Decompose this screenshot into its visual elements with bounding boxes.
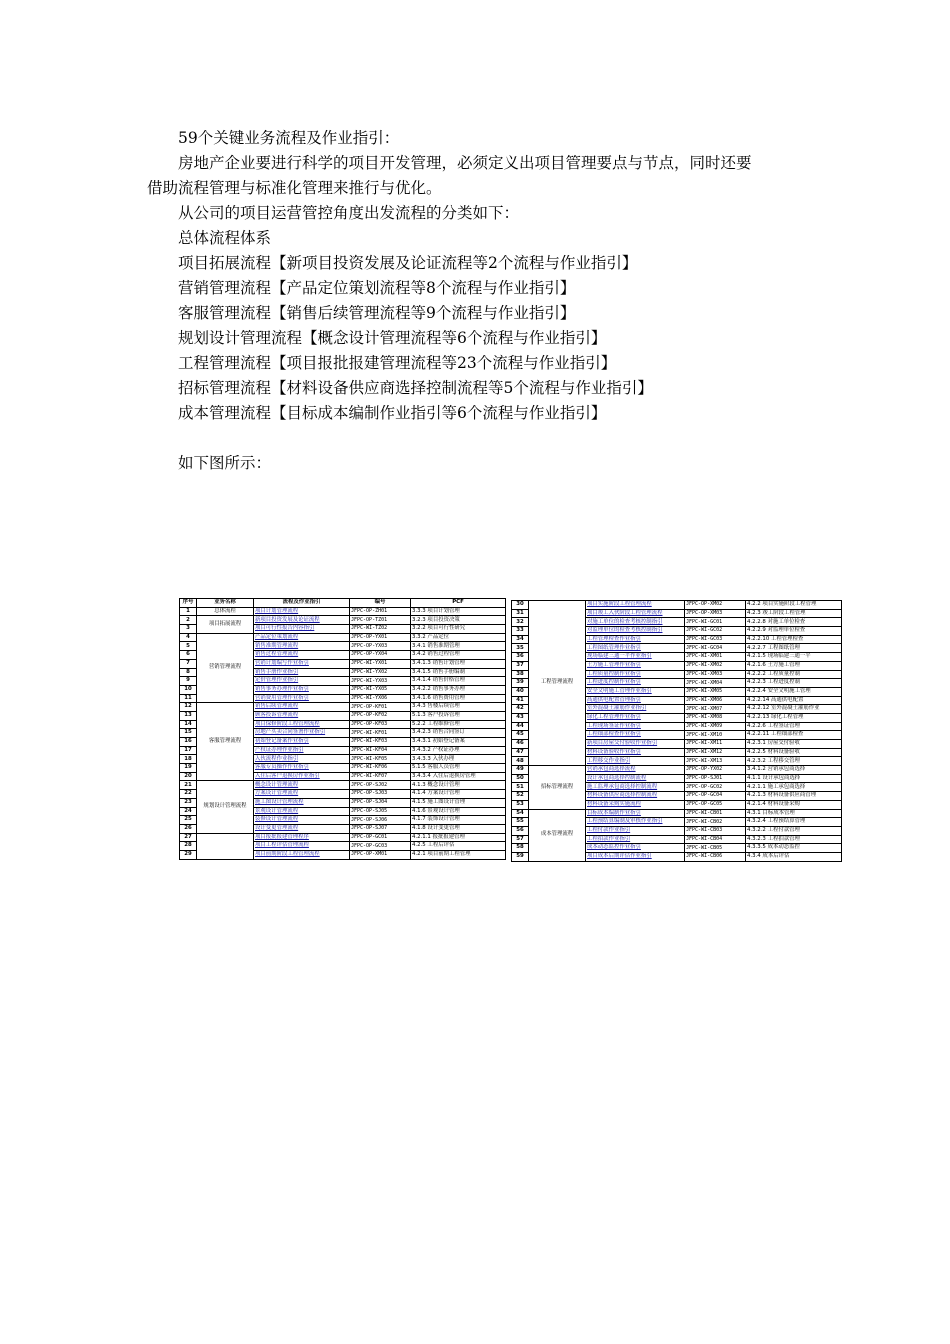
row-index: 9 (180, 677, 197, 686)
pcf-reference: 4.2.3.1 房屋交付验收 (746, 740, 842, 749)
process-code: JFPC-WI-YX03 (350, 677, 411, 686)
row-index: 29 (180, 850, 197, 859)
process-link[interactable]: 目标成本编制作业指引 (586, 809, 685, 818)
process-code: JFPC-WI-XM08 (685, 713, 746, 722)
process-code: JFPC-WI-CB01 (685, 809, 746, 818)
paragraph-intro: 房地产企业要进行科学的项目开发管理，必须定义出项目管理要点与节点，同时还要 (178, 154, 752, 172)
row-index: 25 (180, 816, 197, 825)
pcf-reference: 5.1.5 客服人员管理 (411, 764, 506, 773)
row-index: 33 (512, 627, 529, 636)
process-code: JFPC-OP-SJ05 (350, 807, 411, 816)
row-index: 55 (512, 818, 529, 827)
process-link[interactable]: 项目竣工入伙阶段工程管理流程 (586, 609, 685, 618)
pcf-reference: 4.3.2.2 工程付款管理 (746, 826, 842, 835)
process-code: JFPC-OP-KF02 (350, 711, 411, 720)
process-code: JFPC-WI-KF07 (350, 772, 411, 781)
process-link[interactable]: 对监理单位的检查考核控制指引 (586, 627, 685, 636)
process-link[interactable]: 客服专员操作作业指引 (254, 764, 350, 773)
process-link[interactable]: 产权证办理作业指引 (254, 746, 350, 755)
paragraph-tender: 招标管理流程【材料设备供应商选择控制流程等5个流程与作业指引】 (178, 379, 653, 397)
process-link[interactable]: 室外混凝土灌筋作业指引 (586, 705, 685, 714)
process-link[interactable]: 新项目投资发展及论证流程 (254, 616, 350, 625)
process-code: JFPC-WI-XM10 (685, 731, 746, 740)
row-index: 51 (512, 783, 529, 792)
process-link[interactable]: 销售手册作业指引 (254, 668, 350, 677)
process-code: JFPC-WI-KF04 (350, 746, 411, 755)
row-index: 5 (180, 642, 197, 651)
process-code: JFPC-WI-YX02 (350, 668, 411, 677)
process-link[interactable]: 入住后客户退换房作业指引 (254, 772, 350, 781)
process-code: JFPC-OP-YX02 (685, 766, 746, 775)
process-link[interactable]: 景观设计管理流程 (254, 807, 350, 816)
process-link[interactable]: 工程质量控制作业指引 (586, 670, 685, 679)
process-code: JFPC-WI-XM12 (685, 748, 746, 757)
header-index: 序号 (180, 599, 197, 608)
process-link[interactable]: 装修设计管理流程 (254, 816, 350, 825)
row-index: 43 (512, 713, 529, 722)
row-index: 39 (512, 679, 529, 688)
pcf-reference: 5.1.3 客户投诉管理 (411, 711, 506, 720)
pcf-reference: 4.2.2.7 工程图纸管理 (746, 644, 842, 653)
row-index: 47 (512, 748, 529, 757)
paragraph-service: 客服管理流程【销售后续管理流程等9个流程与作业指引】 (178, 304, 576, 322)
process-code: JFPC-OP-GC05 (685, 800, 746, 809)
process-code: JFPC-OP-GC04 (685, 792, 746, 801)
row-index: 21 (180, 781, 197, 790)
process-code: JFPC-WI-XM05 (685, 687, 746, 696)
process-link[interactable]: 工程付款作业指引 (586, 826, 685, 835)
process-link[interactable]: 定价管理作业指引 (254, 677, 350, 686)
row-index: 45 (512, 731, 529, 740)
process-code: JFPC-OP-KF03 (350, 720, 411, 729)
paragraph-engineering: 工程管理流程【项目报批报建管理流程等23个流程与作业指引】 (178, 354, 617, 372)
process-link[interactable]: 工程管理检查作业指引 (586, 635, 685, 644)
process-link[interactable]: 设计承包商选择控制流程 (586, 774, 685, 783)
process-code: JFPC-WI-TZ02 (350, 625, 411, 634)
process-code: JFPC-WI-GC02 (685, 627, 746, 636)
row-index: 44 (512, 722, 529, 731)
table-row (180, 607, 506, 616)
pcf-reference: 4.2.2.4 安全文明施工管理 (746, 687, 842, 696)
row-index: 59 (512, 852, 529, 861)
process-code: JFPC-WI-XM11 (685, 740, 746, 749)
header-process: 流程及作业指引 (254, 599, 350, 608)
pcf-reference: 4.2.1.6 土方施工管理 (746, 661, 842, 670)
pcf-reference: 4.2.2.11 工程细部检查 (746, 731, 842, 740)
row-index: 30 (512, 601, 529, 610)
pcf-reference: 3.4.1.3 销售计划管理 (411, 659, 506, 668)
row-index: 24 (180, 807, 197, 816)
row-index: 52 (512, 792, 529, 801)
row-index: 10 (180, 685, 197, 694)
process-link[interactable]: 安全文明施工管理作业指引 (586, 687, 685, 696)
pcf-reference: 3.4.3 售楼后续管理 (411, 703, 506, 712)
process-link[interactable]: 施工图设计管理流程 (254, 798, 350, 807)
process-link[interactable]: 初始登记备案作业指引 (254, 738, 350, 747)
row-index: 3 (180, 625, 197, 634)
pcf-reference: 4.1.4 方案设计管理 (411, 790, 506, 799)
process-code: JFPC-OP-YX03 (350, 642, 411, 651)
table-row (512, 601, 842, 610)
process-code: JFPC-WI-XM13 (685, 757, 746, 766)
pcf-reference: 3.4.1.6 销售费用管理 (411, 694, 506, 703)
process-table-left (179, 598, 506, 860)
business-category: 营销管理流程 (197, 633, 254, 703)
pcf-reference: 4.2.2.6 工程签证管理 (746, 722, 842, 731)
process-code: JFPC-WI-KF03 (350, 738, 411, 747)
pcf-reference: 4.3.4 成本后评估 (746, 852, 842, 861)
pcf-reference: 3.2.3 项目投资决策 (411, 616, 506, 625)
pcf-reference: 4.2.1 项目前期工程管理 (411, 850, 506, 859)
pcf-reference: 3.4.2 销售过程管理 (411, 651, 506, 660)
pcf-reference: 3.4.1.2 营销承包商选择 (746, 766, 842, 775)
pcf-reference: 4.2.2.8 对施工单位检查 (746, 618, 842, 627)
process-link[interactable]: 绿化工程管理作业指引 (586, 713, 685, 722)
row-index: 32 (512, 618, 529, 627)
pcf-reference: 4.2.2.10 工程管理检查 (746, 635, 842, 644)
pcf-reference: 3.4.2.3 销售合同签订 (411, 729, 506, 738)
process-link[interactable]: 项目报批报建管理程序 (254, 833, 350, 842)
row-index: 7 (180, 659, 197, 668)
process-code: JFPC-OP-XM01 (350, 850, 411, 859)
pcf-reference: 4.2.1.3 材料设备供应商管理 (746, 792, 842, 801)
process-link[interactable]: 产品定位策划流程 (254, 633, 350, 642)
row-index: 6 (180, 651, 197, 660)
process-code: JFPC-WI-GC03 (685, 635, 746, 644)
pcf-reference: 3.4.3.4 入住后退换房管理 (411, 772, 506, 781)
process-code: JFPC-WI-CB02 (685, 818, 746, 827)
pcf-reference: 3.4.3.3 入伙办理 (411, 755, 506, 764)
pcf-reference: 4.3.1 目标成本管理 (746, 809, 842, 818)
row-index: 27 (180, 833, 197, 842)
process-link[interactable]: 工程进度控制作业指引 (586, 679, 685, 688)
process-code: JFPC-OP-SJ07 (350, 824, 411, 833)
process-code: JFPC-OP-SJ03 (350, 790, 411, 799)
process-link[interactable]: 项目保修阶段工程管理流程 (254, 720, 350, 729)
process-code: JFPC-OP-XM02 (685, 601, 746, 610)
process-code: JFPC-WI-KF01 (350, 729, 411, 738)
process-code: JFPC-WI-XM07 (685, 705, 746, 714)
process-code: JFPC-WI-YX05 (350, 685, 411, 694)
process-link[interactable]: 新项目房屋交付验收作业指引 (586, 740, 685, 749)
process-link[interactable]: 销售事务办理作业指引 (254, 685, 350, 694)
pcf-reference: 4.2.1.1 施工承包商选择 (746, 783, 842, 792)
pcf-reference: 4.1.8 设计变更管理 (411, 824, 506, 833)
paragraph-classification: 从公司的项目运营管控角度出发流程的分类如下： (178, 204, 520, 222)
pcf-reference: 4.2.3 竣工阶段工程管理 (746, 609, 842, 618)
business-category: 成本管理流程 (529, 809, 586, 861)
process-link[interactable]: 土方施工管理作业指引 (586, 661, 685, 670)
row-index: 35 (512, 644, 529, 653)
process-code: JFPC-WI-XM09 (685, 722, 746, 731)
process-link[interactable]: 设计变更管理流程 (254, 824, 350, 833)
header-pcf: PCF (411, 599, 506, 608)
process-link[interactable]: 销售过程管理流程 (254, 651, 350, 660)
pcf-reference: 3.4.3.2 产权证办理 (411, 746, 506, 755)
header-code: 编号 (350, 599, 411, 608)
row-index: 28 (180, 842, 197, 851)
business-category: 项目拓展流程 (197, 616, 254, 633)
business-category: 总体流程 (197, 607, 254, 616)
pcf-reference: 3.4.1.5 销售手册编制 (411, 668, 506, 677)
process-code: JFPC-WI-KF06 (350, 764, 411, 773)
business-category: 规划设计管理流程 (197, 781, 254, 833)
process-link[interactable]: 高通供电配置管理指引 (586, 696, 685, 705)
pcf-reference: 4.2.2.14 高通供电配置 (746, 696, 842, 705)
pcf-reference: 4.2.2.13 绿化工程管理 (746, 713, 842, 722)
process-code: JFPC-WI-XM03 (685, 670, 746, 679)
process-code: JFPC-WI-KF05 (350, 755, 411, 764)
process-link[interactable]: 工程细部检查作业指引 (586, 731, 685, 740)
row-index: 42 (512, 705, 529, 714)
process-code: JFPC-WI-YX01 (350, 659, 411, 668)
pcf-reference: 3.2.2 项目可行性研究 (411, 625, 506, 634)
process-link[interactable]: 项目工程评估管理流程 (254, 842, 350, 851)
process-link[interactable]: 工程预结算编制及审核作业指引 (586, 818, 685, 827)
row-index: 34 (512, 635, 529, 644)
pcf-reference: 4.1.5 施工图设计管理 (411, 798, 506, 807)
row-index: 16 (180, 738, 197, 747)
row-index: 53 (512, 800, 529, 809)
pcf-reference: 4.2.2 项目实施阶段工程管理 (746, 601, 842, 610)
pcf-reference: 4.2.3.2 工程移交管理 (746, 757, 842, 766)
process-code: JFPC-WI-XM04 (685, 679, 746, 688)
business-category: 工程管理流程 (529, 601, 586, 766)
process-link[interactable]: 项目成本后期评估作业指引 (586, 852, 685, 861)
row-index: 36 (512, 653, 529, 662)
process-link[interactable]: 房地产买卖合同签署作业指引 (254, 729, 350, 738)
row-index: 22 (180, 790, 197, 799)
row-index: 13 (180, 711, 197, 720)
row-index: 58 (512, 844, 529, 853)
process-link[interactable]: 材料设备供应商选择控制流程 (586, 792, 685, 801)
pcf-reference: 4.2.2.9 对监理单位检查 (746, 627, 842, 636)
pcf-reference: 3.3.3 项目计划管理 (411, 607, 506, 616)
row-index: 19 (180, 764, 197, 773)
process-code: JFPC-OP-YX01 (350, 633, 411, 642)
row-index: 54 (512, 809, 529, 818)
process-link[interactable]: 概念设计管理流程 (254, 781, 350, 790)
process-link[interactable]: 营销费用管理作业指引 (254, 694, 350, 703)
process-table-right (511, 600, 842, 862)
table-row (180, 781, 506, 790)
process-code: JFPC-OP-ZH01 (350, 607, 411, 616)
process-code: JFPC-OP-TZ01 (350, 616, 411, 625)
table-row (180, 703, 506, 712)
row-index: 57 (512, 835, 529, 844)
row-index: 12 (180, 703, 197, 712)
row-index: 26 (180, 824, 197, 833)
process-link[interactable]: 销售准期管理流程 (254, 642, 350, 651)
pcf-reference: 4.3.2.4 工程预结算管理 (746, 818, 842, 827)
process-code: JFPC-OP-GC03 (350, 842, 411, 851)
process-code: JFPC-WI-XM06 (685, 696, 746, 705)
pcf-reference: 3.4.1.4 销售价格管理 (411, 677, 506, 686)
paragraph-figure-note: 如下图所示： (178, 454, 272, 472)
paragraph-cost: 成本管理流程【目标成本编制作业指引等6个流程与作业指引】 (178, 404, 607, 422)
process-code: JFPC-WI-CB05 (685, 844, 746, 853)
row-index: 46 (512, 740, 529, 749)
paragraph-heading: 59个关键业务流程及作业指引： (178, 129, 400, 147)
table-row (180, 833, 506, 842)
row-index: 15 (180, 729, 197, 738)
table-row (180, 616, 506, 625)
process-code: JFPC-OP-SJ04 (350, 798, 411, 807)
process-code: JFPC-WI-XM01 (685, 653, 746, 662)
pcf-reference: 4.2.2.12 室外混凝土灌筋作业 (746, 705, 842, 714)
row-index: 17 (180, 746, 197, 755)
row-index: 11 (180, 694, 197, 703)
pcf-reference: 4.1.6 景观设计管理 (411, 807, 506, 816)
pcf-reference: 4.3.2.3 工程拍款管理 (746, 835, 842, 844)
table-row (180, 633, 506, 642)
row-index: 1 (180, 607, 197, 616)
process-code: JFPC-WI-CB06 (685, 852, 746, 861)
process-link[interactable]: 方案设计管理流程 (254, 790, 350, 799)
pcf-reference: 4.2.5 工程后评估 (411, 842, 506, 851)
table-row (512, 766, 842, 775)
row-index: 37 (512, 661, 529, 670)
process-code: JFPC-OP-KF01 (350, 703, 411, 712)
table-header-row (180, 599, 506, 608)
process-link[interactable]: 施工监理承包商选择控制流程 (586, 783, 685, 792)
row-index: 41 (512, 696, 529, 705)
business-category: 客服管理流程 (197, 703, 254, 781)
pcf-reference: 5.2.2 工程维修管理 (411, 720, 506, 729)
pcf-reference: 4.2.2.3 工程进度控制 (746, 679, 842, 688)
process-code: JFPC-WI-GC01 (685, 618, 746, 627)
row-index: 50 (512, 774, 529, 783)
process-link[interactable]: 项目计划管理流程 (254, 607, 350, 616)
process-code: JFPC-OP-GC01 (350, 833, 411, 842)
pcf-reference: 4.2.1.4 材料设备采购 (746, 800, 842, 809)
row-index: 2 (180, 616, 197, 625)
process-link[interactable]: 工程拍款作业指引 (586, 835, 685, 844)
pcf-reference: 4.1.1 设计承包商选择 (746, 774, 842, 783)
row-index: 20 (180, 772, 197, 781)
process-code: JFPC-WI-CB04 (685, 835, 746, 844)
pcf-reference: 3.4.2.2 销售事务办理 (411, 685, 506, 694)
pcf-reference: 4.2.1.5 现场临建三通一平 (746, 653, 842, 662)
table-row (512, 809, 842, 818)
pcf-reference: 4.2.2.2 工程质量控制 (746, 670, 842, 679)
pcf-reference: 4.3.3.5 成本动态监控 (746, 844, 842, 853)
business-category (197, 833, 254, 859)
row-index: 4 (180, 633, 197, 642)
process-code: JFPC-WI-YX06 (350, 694, 411, 703)
pcf-reference: 3.4.3.1 初始登记备案 (411, 738, 506, 747)
process-link[interactable]: 工程移交作业指引 (586, 757, 685, 766)
process-link[interactable]: 现场临建三通一平作业指引 (586, 653, 685, 662)
process-link[interactable]: 顾客投诉管理流程 (254, 711, 350, 720)
business-category: 招标管理流程 (529, 766, 586, 809)
pcf-reference: 4.2.1.1 报批报建管理 (411, 833, 506, 842)
process-link[interactable]: 材料设备采购实施流程 (586, 800, 685, 809)
row-index: 14 (180, 720, 197, 729)
header-business: 业务名称 (197, 599, 254, 608)
process-link[interactable]: 工程现场签证作业指引 (586, 722, 685, 731)
process-link[interactable]: 对施工单位的检查考核控制指引 (586, 618, 685, 627)
pcf-reference: 4.1.3 概念设计管理 (411, 781, 506, 790)
row-index: 49 (512, 766, 529, 775)
pcf-reference: 4.2.2.5 材料设备验收 (746, 748, 842, 757)
paragraph-intro-cont: 借助流程管理与标准化管理来推行与优化。 (147, 179, 442, 197)
row-index: 8 (180, 668, 197, 677)
process-link[interactable]: 项目实施阶段工程管理流程 (586, 601, 685, 610)
process-link[interactable]: 材料设备验收作业指引 (586, 748, 685, 757)
process-link[interactable]: 项目前期阶段工程管理流程 (254, 850, 350, 859)
row-index: 40 (512, 687, 529, 696)
row-index: 31 (512, 609, 529, 618)
process-code: JFPC-WI-GC04 (685, 644, 746, 653)
row-index: 48 (512, 757, 529, 766)
process-link[interactable]: 成本动态监控作业指引 (586, 844, 685, 853)
process-link[interactable]: 工程图纸管理作业指引 (586, 644, 685, 653)
row-index: 23 (180, 798, 197, 807)
process-code: JFPC-OP-SJ02 (350, 781, 411, 790)
row-index: 38 (512, 670, 529, 679)
process-link[interactable]: 销售后续管理流程 (254, 703, 350, 712)
pcf-reference: 3.4.1 销售准期管理 (411, 642, 506, 651)
process-link[interactable]: 营销承包商选择流程 (586, 766, 685, 775)
process-code: JFPC-OP-YX04 (350, 651, 411, 660)
paragraph-overall: 总体流程体系 (178, 229, 272, 247)
pcf-reference: 3.3.2 产品定位 (411, 633, 506, 642)
paragraph-marketing: 营销管理流程【产品定位策划流程等8个流程与作业指引】 (178, 279, 576, 297)
process-link[interactable]: 营销计划编写作业指引 (254, 659, 350, 668)
process-code: JFPC-OP-SJ06 (350, 816, 411, 825)
process-code: JFPC-OP-GC02 (685, 783, 746, 792)
row-index: 18 (180, 755, 197, 764)
process-code: JFPC-WI-XM02 (685, 661, 746, 670)
paragraph-expansion: 项目拓展流程【新项目投资发展及论证流程等2个流程与作业指引】 (178, 254, 638, 272)
row-index: 56 (512, 826, 529, 835)
process-code: JFPC-OP-SJ01 (685, 774, 746, 783)
process-link[interactable]: 入伙流程作业指引 (254, 755, 350, 764)
pcf-reference: 4.1.7 装饰设计管理 (411, 816, 506, 825)
process-code: JFPC-OP-XM03 (685, 609, 746, 618)
process-code: JFPC-WI-CB03 (685, 826, 746, 835)
process-link[interactable]: 项目可行性报告内容指引 (254, 625, 350, 634)
paragraph-design: 规划设计管理流程【概念设计管理流程等6个流程与作业指引】 (178, 329, 607, 347)
